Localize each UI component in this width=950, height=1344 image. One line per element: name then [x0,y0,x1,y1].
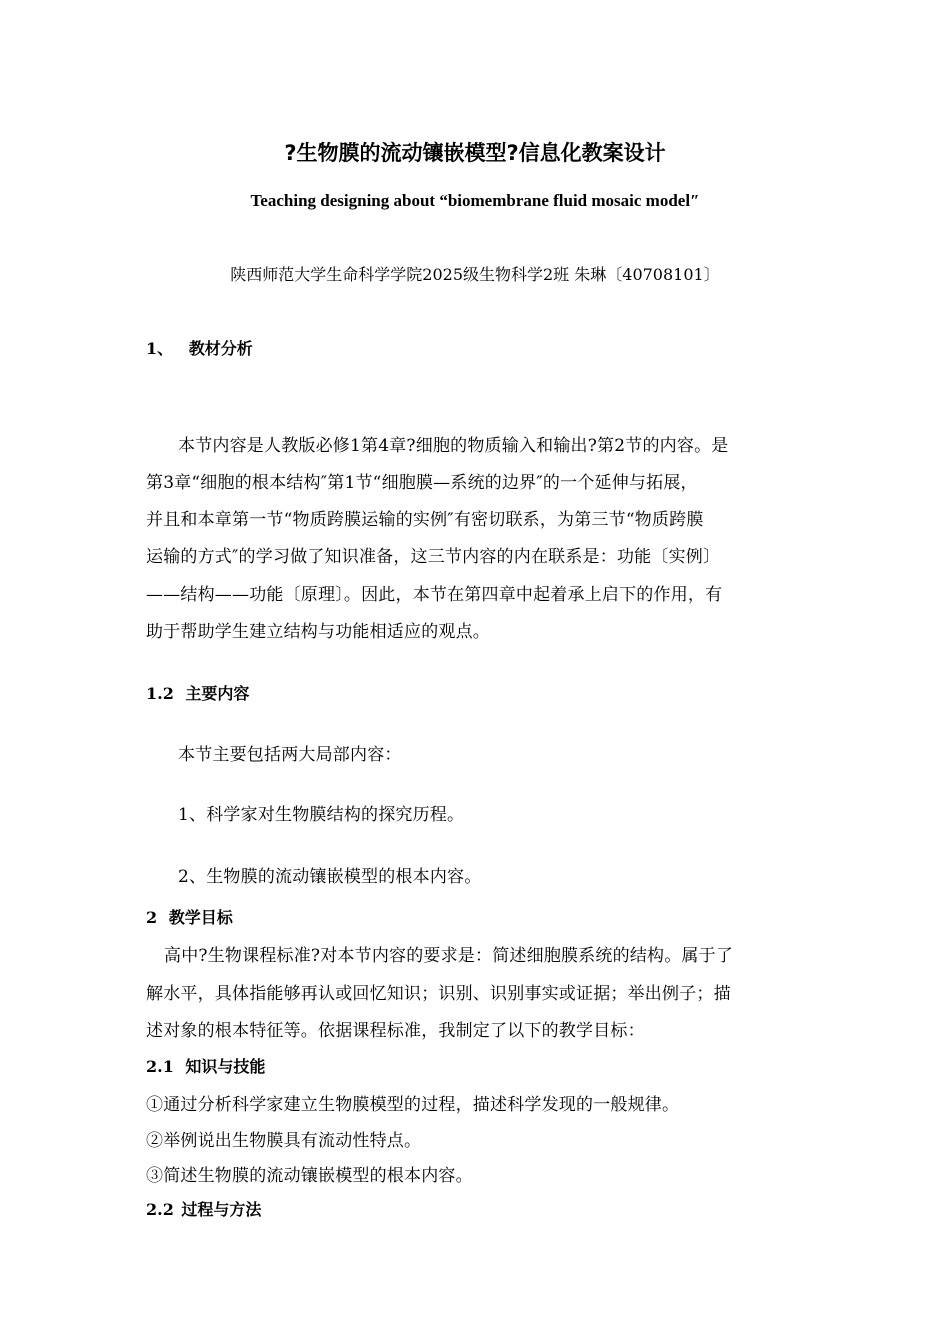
section-2-number: 2 [146,908,158,927]
section-2-1-item: ①通过分析科学家建立生物膜模型的过程，描述科学发现的一般规律。 [146,1095,680,1115]
author-line: 陕西师范大学生命科学学院2025级生物科学2班 朱琳〔40708101〕 [230,265,720,284]
section-1-label: 教材分析 [188,339,253,358]
section-2-line: 高中?生物课程标准?对本节内容的要求是：简述细胞膜系统的结构。属于了 [164,946,734,966]
section-2-2-label: 过程与方法 [181,1200,262,1219]
section-2-1-item: ③简述生物膜的流动镶嵌模型的根本内容。 [146,1166,473,1186]
section-1-2-item: 2、生物膜的流动镶嵌模型的根本内容。 [178,867,482,887]
section-2-2-number: 2.2 [146,1200,174,1219]
section-2-label: 教学目标 [168,908,233,927]
section-1-2-label: 主要内容 [185,684,250,703]
section-1-line: 助于帮助学生建立结构与功能相适应的观点。 [146,622,490,642]
section-2-line: 述对象的根本特征等。依据课程标准，我制定了以下的教学目标： [146,1021,645,1041]
document-subtitle: Teaching designing about “biomembrane fluid mosaic model″ [250,191,700,210]
section-2-1-item: ②举例说出生物膜具有流动性特点。 [146,1131,422,1151]
section-2-heading [146,905,233,928]
section-1-2-heading [146,681,249,704]
section-1-line: 运输的方式″的学习做了知识准备，这三节内容的内在联系是：功能〔实例〕 [146,547,721,567]
section-1-line: 第3章“细胞的根本结构″第1节“细胞膜—系统的边界″的一个延伸与拓展， [146,473,698,493]
section-2-2-heading [146,1197,261,1220]
document-title: ?生物膜的流动镶嵌模型?信息化教案设计 [284,141,666,165]
section-2-1-number: 2.1 [146,1057,174,1076]
section-2-line: 解水平，具体指能够再认或回忆知识；识别、识别事实或证据；举出例子；描 [146,984,731,1004]
section-2-1-label: 知识与技能 [185,1057,266,1076]
section-2-1-heading [146,1054,265,1077]
section-1-line: ——结构——功能〔原理〕。因此，本节在第四章中起着承上启下的作用，有 [146,585,723,605]
section-1-number: 1、 [146,339,174,358]
section-1-2-item: 1、科学家对生物膜结构的探究历程。 [178,805,465,825]
section-1-line: 本节内容是人教版必修1第4章?细胞的物质输入和输出?第2节的内容。是 [178,436,729,456]
section-1-2-number: 1.2 [146,684,174,703]
section-1-line: 并且和本章第一节“物质跨膜运输的实例″有密切联系，为第三节“物质跨膜 [146,510,704,530]
section-1-2-intro: 本节主要包括两大局部内容： [178,745,402,765]
section-1-heading [146,336,253,359]
